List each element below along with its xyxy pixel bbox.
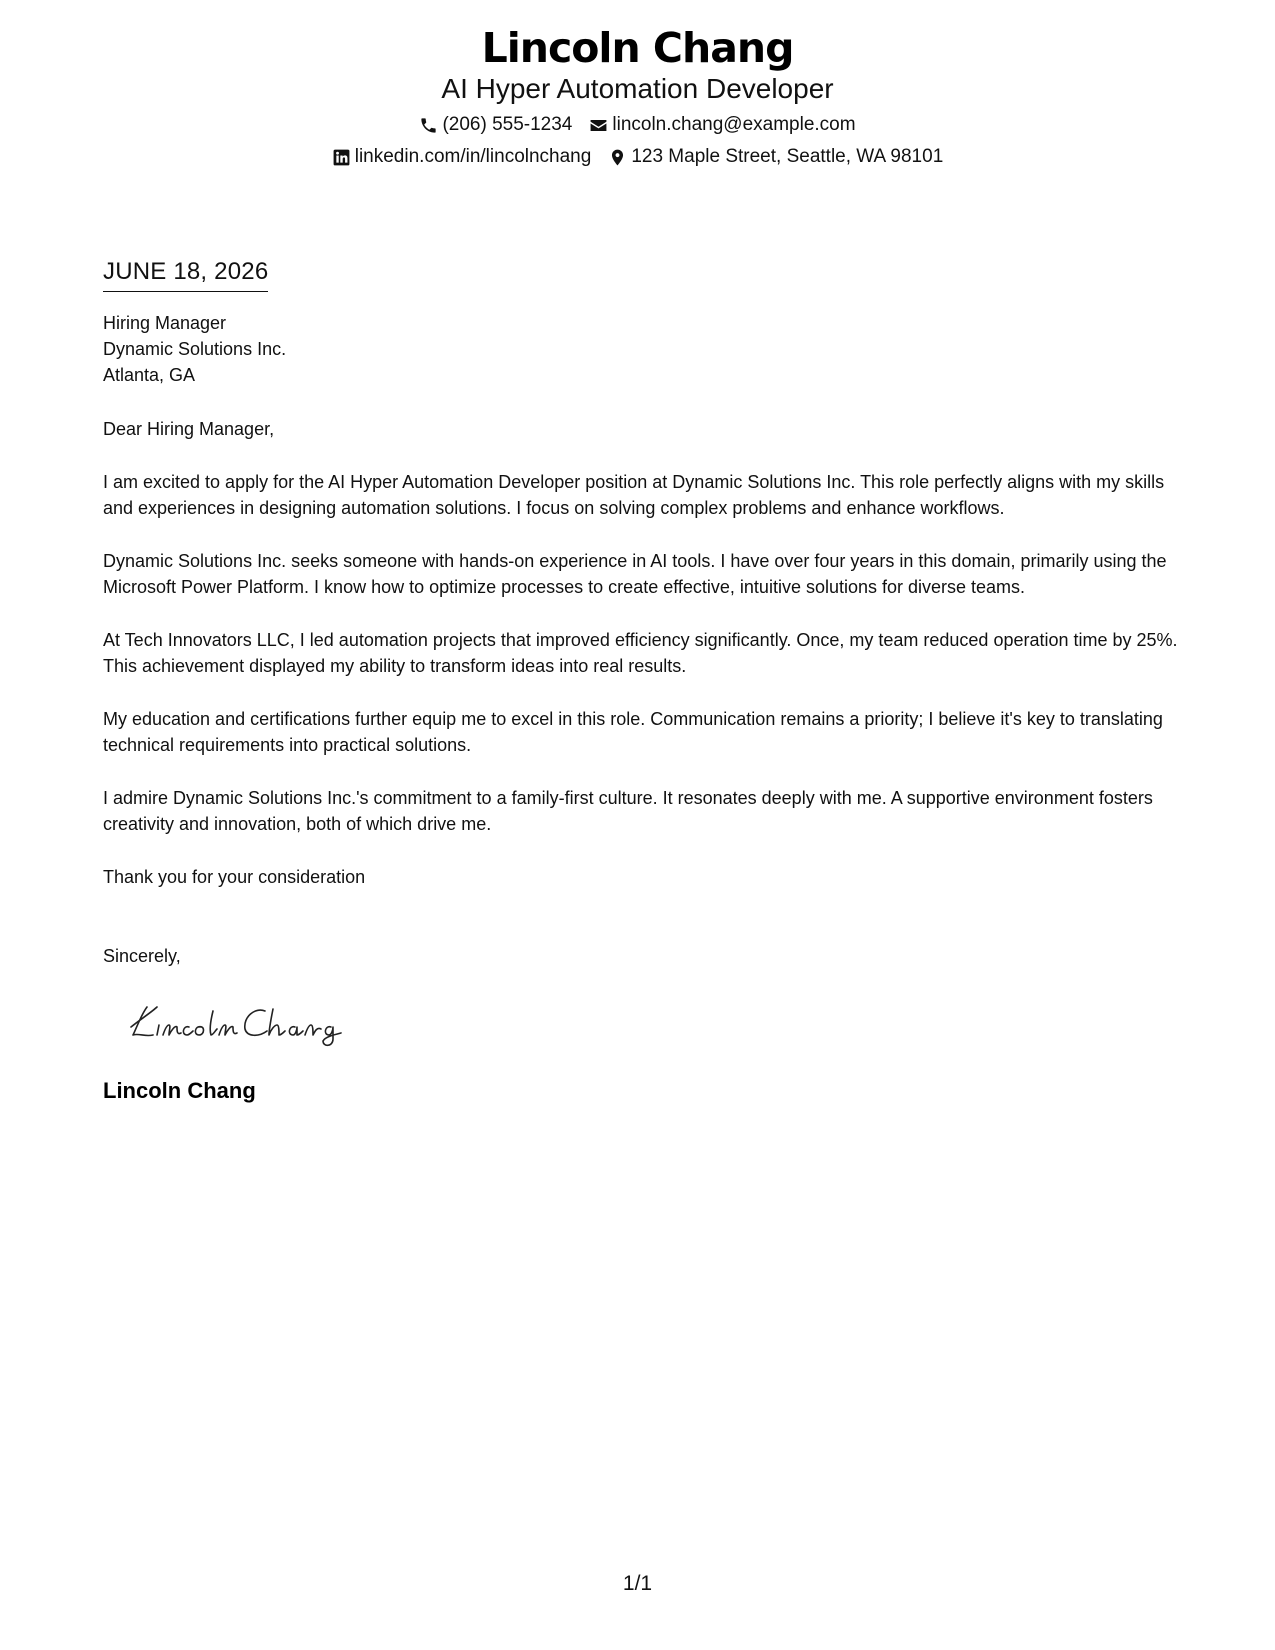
contact-linkedin <box>332 145 592 169</box>
applicant-name: Lincoln Chang <box>481 24 794 72</box>
signoff: Sincerely, <box>103 946 181 966</box>
contact-phone <box>419 113 572 137</box>
applicant-job-title: AI Hyper Automation Developer <box>441 73 834 104</box>
linkedin-text: linkedin.com/in/lincolnchang <box>354 146 592 167</box>
recipient-line: Hiring Manager <box>103 313 227 333</box>
recipient-block <box>103 310 1183 388</box>
salutation: Dear Hiring Manager, <box>103 419 275 439</box>
signer-name: Lincoln Chang <box>103 1078 256 1103</box>
body-paragraph: At Tech Innovators LLC, I led automation projects that improved efficiency significantly. Once, my team reduced operation time by 25%. This achievement displayed my ability to transform ideas into real results. <box>103 630 1178 676</box>
handwritten-signature <box>127 997 1183 1049</box>
letter-body <box>103 256 1183 1105</box>
phone-icon <box>419 116 438 135</box>
letter-date: JUNE 18, 2026 <box>103 256 268 292</box>
phone-text: (206) 555-1234 <box>442 114 573 135</box>
contact-row-primary <box>0 113 1275 137</box>
letter-header <box>0 22 1275 169</box>
map-pin-icon <box>608 148 627 167</box>
body-paragraph: Dynamic Solutions Inc. seeks someone with hands-on experience in AI tools. I have over four years in this domain, primarily using the Microsoft Power Platform. I know how to optimize processes to create effective, intuitive solutions for diverse teams. <box>103 551 1167 597</box>
closing-line: Thank you for your consideration <box>103 867 366 887</box>
envelope-icon <box>589 116 608 135</box>
body-paragraph: My education and certifications further equip me to excel in this role. Communication remains a priority; I believe it's key to translating technical requirements into practical solutions. <box>103 709 1163 755</box>
contact-row-secondary <box>0 145 1275 169</box>
linkedin-icon <box>332 148 351 167</box>
body-paragraph: I am excited to apply for the AI Hyper Automation Developer position at Dynamic Solutions Inc. This role perfectly aligns with my skills and experiences in designing automation solutions. I focus on solving complex problems and enhance workflows. <box>103 472 1165 518</box>
email-text: lincoln.chang@example.com <box>612 114 856 135</box>
recipient-line: Atlanta, GA <box>103 365 196 385</box>
body-paragraph: I admire Dynamic Solutions Inc.'s commitment to a family-first culture. It resonates deeply with me. A supportive environment fosters creativity and innovation, both of which drive me. <box>103 788 1153 834</box>
address-text: 123 Maple Street, Seattle, WA 98101 <box>631 146 944 167</box>
page-number: 1/1 <box>622 1572 653 1595</box>
recipient-line: Dynamic Solutions Inc. <box>103 339 287 359</box>
contact-email <box>589 113 855 137</box>
contact-address <box>608 145 943 169</box>
